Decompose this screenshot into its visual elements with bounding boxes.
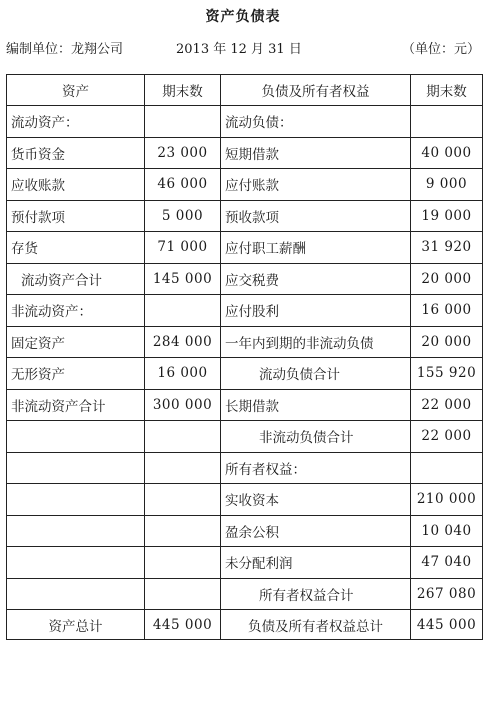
asset-cell: 无形资产 xyxy=(7,358,145,390)
asset-value-cell: 145 000 xyxy=(145,263,221,295)
liabilities-equity-total-label: 负债及所有者权益总计 xyxy=(221,610,411,640)
asset-cell: 应收账款 xyxy=(7,169,145,201)
liability-cell: 应付股利 xyxy=(221,295,411,327)
asset-cell: 非流动资产： xyxy=(7,295,145,327)
assets-total-value: 445 000 xyxy=(145,610,221,640)
table-row xyxy=(7,484,483,516)
liability-value-cell: 155 920 xyxy=(411,358,483,390)
asset-value-cell: 46 000 xyxy=(145,169,221,201)
liability-cell: 未分配利润 xyxy=(221,547,411,579)
liability-cell: 预收款项 xyxy=(221,200,411,232)
page-title: 资产负债表 xyxy=(205,9,281,25)
table-row xyxy=(7,452,483,484)
liability-value-cell: 47 040 xyxy=(411,547,483,579)
asset-value-cell xyxy=(145,106,221,138)
asset-value-cell: 23 000 xyxy=(145,137,221,169)
liability-value-cell: 16 000 xyxy=(411,295,483,327)
table-row xyxy=(7,547,483,579)
currency-unit: （单位：元） xyxy=(401,42,480,57)
table-row xyxy=(7,263,483,295)
asset-cell: 存货 xyxy=(7,232,145,264)
liability-cell: 应付职工薪酬 xyxy=(221,232,411,264)
liability-value-cell: 9 000 xyxy=(411,169,483,201)
table-row xyxy=(7,106,483,138)
table-row xyxy=(7,200,483,232)
liability-value-cell: 20 000 xyxy=(411,263,483,295)
header-assets-period-end: 期末数 xyxy=(145,75,221,106)
liability-cell: 流动负债： xyxy=(221,106,411,138)
table-row xyxy=(7,578,483,610)
liability-cell: 盈余公积 xyxy=(221,515,411,547)
asset-value-cell xyxy=(145,295,221,327)
liability-cell: 实收资本 xyxy=(221,484,411,516)
liability-cell: 一年内到期的非流动负债 xyxy=(221,326,411,358)
liability-value-cell: 40 000 xyxy=(411,137,483,169)
header-liabilities-equity: 负债及所有者权益 xyxy=(221,75,411,106)
company-label: 编制单位：龙翔公司 xyxy=(6,42,124,57)
asset-cell: 流动资产： xyxy=(7,106,145,138)
asset-cell: 预付款项 xyxy=(7,200,145,232)
liability-value-cell: 20 000 xyxy=(411,326,483,358)
asset-cell xyxy=(7,484,145,516)
liability-cell: 长期借款 xyxy=(221,389,411,421)
liabilities-equity-total-value: 445 000 xyxy=(411,610,483,640)
liability-value-cell xyxy=(411,106,483,138)
assets-total-label: 资产总计 xyxy=(7,610,145,640)
header-liabilities-period-end: 期末数 xyxy=(411,75,483,106)
table-row xyxy=(7,515,483,547)
asset-cell xyxy=(7,515,145,547)
asset-cell xyxy=(7,452,145,484)
asset-value-cell xyxy=(145,421,221,453)
asset-value-cell: 300 000 xyxy=(145,389,221,421)
asset-cell xyxy=(7,578,145,610)
liability-subtotal-cell: 流动负债合计 xyxy=(221,358,411,390)
asset-value-cell: 16 000 xyxy=(145,358,221,390)
table-row xyxy=(7,358,483,390)
report-date: 2013 年 12 月 31 日 xyxy=(176,42,302,57)
table-row xyxy=(7,421,483,453)
table-row xyxy=(7,137,483,169)
liability-subtotal-cell: 非流动负债合计 xyxy=(221,421,411,453)
asset-cell: 货币资金 xyxy=(7,137,145,169)
table-row xyxy=(7,232,483,264)
table-row xyxy=(7,295,483,327)
header-assets: 资产 xyxy=(7,75,145,106)
liability-value-cell: 267 080 xyxy=(411,578,483,610)
asset-value-cell xyxy=(145,547,221,579)
table-total-row xyxy=(7,610,483,640)
asset-subtotal-cell: 非流动资产合计 xyxy=(7,389,145,421)
liability-value-cell: 19 000 xyxy=(411,200,483,232)
table-header-row xyxy=(7,75,483,106)
asset-value-cell xyxy=(145,452,221,484)
report-meta xyxy=(6,38,480,58)
liability-value-cell: 22 000 xyxy=(411,421,483,453)
asset-value-cell: 5 000 xyxy=(145,200,221,232)
asset-value-cell: 71 000 xyxy=(145,232,221,264)
asset-value-cell xyxy=(145,578,221,610)
liability-value-cell xyxy=(411,452,483,484)
asset-subtotal-cell: 流动资产合计 xyxy=(7,263,145,295)
table-row xyxy=(7,169,483,201)
liability-cell: 短期借款 xyxy=(221,137,411,169)
liability-value-cell: 31 920 xyxy=(411,232,483,264)
liability-cell: 应付账款 xyxy=(221,169,411,201)
asset-cell xyxy=(7,421,145,453)
asset-value-cell xyxy=(145,515,221,547)
asset-value-cell xyxy=(145,484,221,516)
liability-value-cell: 10 040 xyxy=(411,515,483,547)
balance-sheet-table xyxy=(6,74,483,640)
table-row xyxy=(7,326,483,358)
asset-cell xyxy=(7,547,145,579)
asset-value-cell: 284 000 xyxy=(145,326,221,358)
liability-value-cell: 22 000 xyxy=(411,389,483,421)
liability-cell: 所有者权益： xyxy=(221,452,411,484)
liability-value-cell: 210 000 xyxy=(411,484,483,516)
table-row xyxy=(7,389,483,421)
liability-cell: 应交税费 xyxy=(221,263,411,295)
asset-cell: 固定资产 xyxy=(7,326,145,358)
equity-subtotal-cell: 所有者权益合计 xyxy=(221,578,411,610)
